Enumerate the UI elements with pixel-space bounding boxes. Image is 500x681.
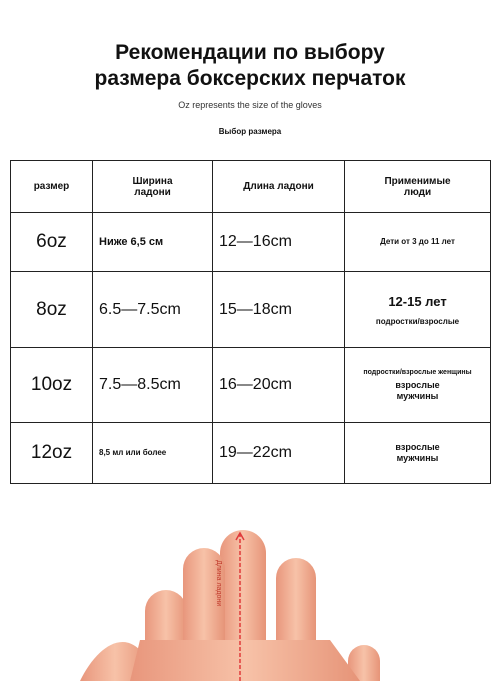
- size-cell: 8oz: [11, 272, 93, 348]
- table-row: [11, 423, 491, 484]
- people-cell: 12-15 лет подростки/взрослые: [345, 272, 491, 348]
- size-table: [10, 160, 491, 484]
- width-cell: 6.5—7.5cm: [93, 272, 213, 348]
- table-row: [11, 272, 491, 348]
- size-cell: 12oz: [11, 423, 93, 484]
- palm-length-label: Длина ладони: [215, 560, 222, 607]
- length-cell: 12—16cm: [213, 213, 345, 272]
- length-cell: 16—20cm: [213, 348, 345, 423]
- table-row: [11, 348, 491, 423]
- table-caption: Выбор размера: [218, 127, 282, 136]
- page-title: [0, 40, 500, 92]
- people-cell: подростки/взрослые женщины взрослые мужчины: [345, 348, 491, 423]
- width-cell: 7.5—8.5cm: [93, 348, 213, 423]
- size-cell: 10oz: [11, 348, 93, 423]
- header-palm-length: Длина ладони: [213, 161, 345, 213]
- people-cell: взрослые мужчины: [345, 423, 491, 484]
- header-palm-width: Ширина ладони: [93, 161, 213, 213]
- header-size: размер: [11, 161, 93, 213]
- table-row: [11, 213, 491, 272]
- size-cell: 6oz: [11, 213, 93, 272]
- table-header-row: [11, 161, 491, 213]
- palm-shape: [80, 530, 380, 681]
- subtitle: Oz represents the size of the gloves: [178, 100, 322, 110]
- width-cell: Ниже 6,5 см: [93, 213, 213, 272]
- width-cell: 8,5 мл или более: [93, 423, 213, 484]
- people-cell: Дети от 3 до 11 лет: [345, 213, 491, 272]
- title-line-2: размера боксерских перчаток: [94, 67, 406, 90]
- title-line-1: Рекомендации по выбору: [115, 41, 385, 64]
- length-cell: 19—22cm: [213, 423, 345, 484]
- length-cell: 15—18cm: [213, 272, 345, 348]
- header-people: Применимые люди: [345, 161, 491, 213]
- hand-illustration: [0, 500, 500, 681]
